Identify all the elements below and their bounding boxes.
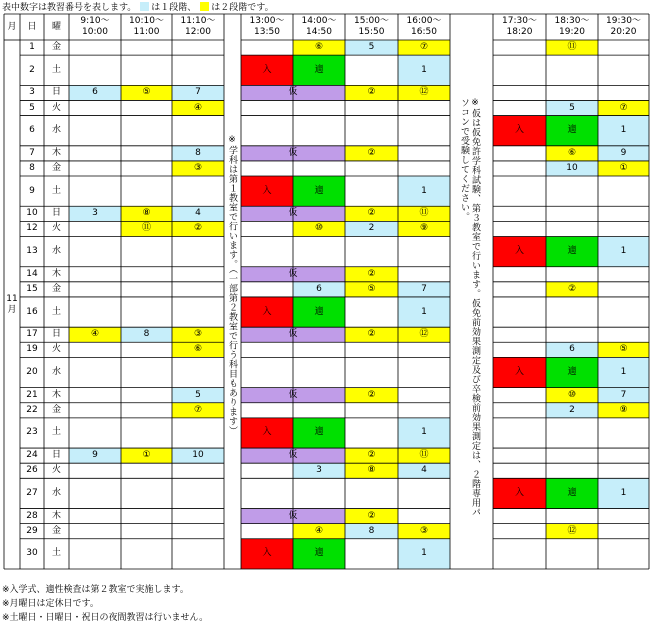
lesson-number: ⑧ xyxy=(142,208,151,219)
weekday-cell: 木 xyxy=(51,268,61,279)
lesson-number: ⑧ xyxy=(367,465,376,476)
lesson-number: 2 xyxy=(569,404,575,415)
weekday-cell: 水 xyxy=(51,487,61,498)
lesson-number: 3 xyxy=(316,465,322,476)
header-slot: 16:00～ 16:50 xyxy=(406,16,442,37)
teki-label: 適 xyxy=(314,64,324,75)
lesson-number: ② xyxy=(367,450,376,461)
lesson-number: ⑦ xyxy=(619,102,628,113)
lesson-number: ② xyxy=(567,283,577,294)
lesson-number: ④ xyxy=(193,102,203,113)
lesson-number: ⑦ xyxy=(419,42,429,53)
legend-prefix: 表中数字は教習番号を表します。 xyxy=(2,3,137,13)
day-cell: 30 xyxy=(26,548,38,559)
lesson-number: 4 xyxy=(421,465,427,476)
weekday-cell: 火 xyxy=(51,223,61,234)
lesson-number: 9 xyxy=(92,450,98,461)
lesson-number: ② xyxy=(367,208,376,219)
weekday-cell: 金 xyxy=(51,42,61,53)
lesson-number: 1 xyxy=(421,306,427,317)
header-slot: 15:00～ 15:50 xyxy=(354,16,389,37)
lesson-number: 2 xyxy=(368,223,375,234)
lesson-number: ② xyxy=(367,510,376,521)
lesson-number: 5 xyxy=(368,42,375,53)
nyu-label: 入 xyxy=(262,185,272,196)
weekday-cell: 火 xyxy=(51,465,61,476)
lesson-number: ① xyxy=(142,450,151,461)
weekday-cell: 金 xyxy=(51,283,61,294)
legend-second: は２段階です。 xyxy=(211,3,274,13)
teki-label: 適 xyxy=(314,427,324,438)
footnote-1: ※入学式、適性検査は第２教室で実施します。 xyxy=(2,585,189,595)
lesson-number: ⑦ xyxy=(193,404,203,415)
kari-label: 仮 xyxy=(288,510,298,521)
lesson-number: ④ xyxy=(90,329,100,340)
legend-first: は１段階、 xyxy=(151,3,197,13)
teki-label: 適 xyxy=(314,548,324,559)
day-cell: 2 xyxy=(29,64,35,75)
lesson-number: ⑥ xyxy=(314,42,324,53)
lesson-number: 1 xyxy=(620,246,627,257)
teki-label: 適 xyxy=(567,246,577,257)
lesson-number: ① xyxy=(619,162,628,173)
lesson-number: ⑥ xyxy=(193,344,203,355)
lesson-number: ⑤ xyxy=(619,344,628,355)
lesson-number: ② xyxy=(367,329,376,340)
nyu-label: 入 xyxy=(262,306,272,317)
lesson-number: 1 xyxy=(620,125,627,136)
lesson-number: ⑥ xyxy=(567,147,577,158)
day-cell: 17 xyxy=(26,329,38,340)
lesson-number: ⑤ xyxy=(367,283,376,294)
weekday-cell: 金 xyxy=(51,525,61,536)
kari-label: 仮 xyxy=(288,329,298,340)
lesson-number: ② xyxy=(193,223,203,234)
day-cell: 26 xyxy=(26,465,38,476)
lesson-number: ⑩ xyxy=(567,389,577,400)
weekday-cell: 日 xyxy=(51,329,61,340)
note-lecture-room: ※学科は第１教室で行います。（一部第２教室で行う科目もあります） xyxy=(227,135,237,436)
weekday-cell: 火 xyxy=(51,344,61,355)
day-cell: 13 xyxy=(26,246,38,257)
lesson-number: 1 xyxy=(620,487,627,498)
day-cell: 24 xyxy=(26,450,38,461)
weekday-cell: 金 xyxy=(51,162,61,173)
header-slot: 9:10～ 10:00 xyxy=(80,16,110,37)
day-cell: 23 xyxy=(26,427,38,438)
weekday-cell: 土 xyxy=(51,548,61,559)
lesson-number: ⑪ xyxy=(419,208,429,219)
day-cell: 27 xyxy=(26,487,38,498)
weekday-cell: 土 xyxy=(51,185,61,196)
weekday-cell: 土 xyxy=(51,427,61,438)
lesson-number: ⑤ xyxy=(142,87,151,98)
lesson-number: 8 xyxy=(195,147,201,158)
lesson-number: ⑪ xyxy=(419,450,429,461)
lesson-number: ⑩ xyxy=(314,223,324,234)
day-cell: 22 xyxy=(26,404,38,415)
header-slot: 14:00～ 14:50 xyxy=(301,16,337,37)
lesson-number: 7 xyxy=(421,283,427,294)
day-cell: 6 xyxy=(29,125,35,136)
weekday-cell: 水 xyxy=(51,246,61,257)
teki-label: 適 xyxy=(314,306,324,317)
day-cell: 19 xyxy=(26,344,38,355)
kari-label: 仮 xyxy=(288,450,298,461)
lesson-number: 5 xyxy=(195,389,201,400)
note-provisional-exam: ※仮は仮免許学科試験、第３教室で行います。仮免前効果測定及び卒検前効果測定は、２階専用パソコンで受験してください。 xyxy=(459,98,480,517)
lesson-number: ⑫ xyxy=(419,329,429,340)
weekday-cell: 木 xyxy=(51,389,61,400)
month-label: 11 月 xyxy=(6,293,18,315)
lesson-number: 1 xyxy=(421,427,427,438)
day-cell: 21 xyxy=(26,389,38,400)
lesson-number: 8 xyxy=(143,329,150,340)
teki-label: 適 xyxy=(567,487,577,498)
weekday-cell: 日 xyxy=(51,208,61,219)
header-slot: 17:30～ 18:20 xyxy=(502,16,537,37)
lesson-number: ② xyxy=(367,389,376,400)
day-cell: 1 xyxy=(29,42,35,53)
day-cell: 28 xyxy=(26,510,38,521)
footnote-3: ※土曜日・日曜日・祝日の夜間教習は行いません。 xyxy=(2,613,209,623)
lesson-number: 6 xyxy=(569,344,575,355)
nyu-label: 入 xyxy=(262,427,272,438)
teki-label: 適 xyxy=(567,125,577,136)
weekday-cell: 日 xyxy=(51,450,61,461)
day-cell: 20 xyxy=(26,367,38,377)
weekday-cell: 土 xyxy=(51,64,61,75)
lesson-number: 5 xyxy=(569,102,575,113)
lesson-number: 10 xyxy=(566,162,578,173)
day-cell: 16 xyxy=(26,306,38,317)
day-cell: 8 xyxy=(29,162,35,173)
lesson-number: ② xyxy=(367,87,376,98)
lesson-number: 8 xyxy=(368,525,375,536)
nyu-label: 入 xyxy=(262,64,272,75)
day-cell: 9 xyxy=(29,185,35,196)
lesson-number: 1 xyxy=(421,548,427,559)
lesson-number: 7 xyxy=(195,87,201,98)
day-cell: 7 xyxy=(29,147,35,158)
kari-label: 仮 xyxy=(288,87,298,98)
kari-label: 仮 xyxy=(288,208,298,219)
lesson-number: 7 xyxy=(620,389,627,400)
day-cell: 29 xyxy=(26,525,38,536)
header-slot: 19:30～ 20:20 xyxy=(606,16,641,37)
nyu-label: 入 xyxy=(262,548,272,559)
weekday-cell: 水 xyxy=(51,367,61,377)
weekday-cell: 火 xyxy=(51,102,61,113)
header-slot: 10:10～ 11:00 xyxy=(129,16,164,37)
header-slot: 11:10～ 12:00 xyxy=(180,16,216,37)
nyu-label: 入 xyxy=(514,367,524,377)
nyu-label: 入 xyxy=(514,125,524,136)
lesson-number: 6 xyxy=(92,87,98,98)
teki-label: 適 xyxy=(314,185,324,196)
header-month: 月 xyxy=(7,21,17,32)
weekday-cell: 土 xyxy=(51,306,61,317)
header-slot: 13:00～ 13:50 xyxy=(249,16,285,37)
lesson-number: 3 xyxy=(92,208,98,219)
weekday-cell: 日 xyxy=(51,87,61,98)
day-cell: 10 xyxy=(26,208,38,219)
header-slot: 18:30～ 19:20 xyxy=(554,16,590,37)
day-cell: 5 xyxy=(29,102,35,113)
lesson-number: 9 xyxy=(620,147,627,158)
lesson-number: 1 xyxy=(620,367,627,377)
nyu-label: 入 xyxy=(514,246,524,257)
lesson-number: 1 xyxy=(421,64,427,75)
header-weekday: 曜 xyxy=(51,21,61,32)
weekday-cell: 水 xyxy=(51,125,61,136)
lesson-number: ② xyxy=(367,268,376,279)
lesson-number: ⑨ xyxy=(419,223,429,234)
lesson-number: ③ xyxy=(193,162,203,173)
day-cell: 14 xyxy=(26,268,38,279)
weekday-cell: 木 xyxy=(51,510,61,521)
lesson-number: ⑫ xyxy=(419,87,429,98)
kari-label: 仮 xyxy=(288,268,298,279)
header-day: 日 xyxy=(27,21,37,32)
kari-label: 仮 xyxy=(288,389,298,400)
day-cell: 3 xyxy=(29,87,35,98)
lesson-number: ② xyxy=(367,147,376,158)
teki-label: 適 xyxy=(567,367,577,377)
lesson-number: ⑪ xyxy=(141,223,151,234)
nyu-label: 入 xyxy=(514,487,524,498)
kari-label: 仮 xyxy=(288,147,298,158)
weekday-cell: 木 xyxy=(51,147,61,158)
lesson-number: ⑫ xyxy=(567,525,577,536)
lesson-number: ③ xyxy=(193,329,203,340)
lesson-number: ③ xyxy=(419,525,429,536)
day-cell: 12 xyxy=(26,223,38,234)
weekday-cell: 金 xyxy=(51,404,61,415)
lesson-number: ⑪ xyxy=(567,42,577,53)
lesson-number: 10 xyxy=(192,450,204,461)
footnote-2: ※月曜日は定休日です。 xyxy=(2,599,99,609)
lesson-number: 4 xyxy=(195,208,201,219)
lesson-number: ④ xyxy=(314,525,324,536)
lesson-number: ⑨ xyxy=(619,404,628,415)
day-cell: 15 xyxy=(26,283,38,294)
lesson-number: 6 xyxy=(316,283,322,294)
lesson-number: 1 xyxy=(421,185,427,196)
